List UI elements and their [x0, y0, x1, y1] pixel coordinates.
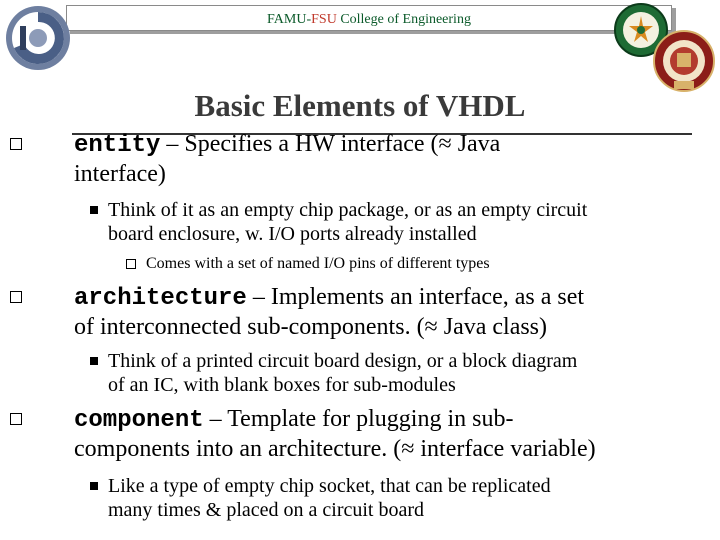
architecture-sub-line1: Think of a printed circuit board design, or a block diagram — [108, 350, 578, 372]
sub-bullet-square-icon — [90, 482, 98, 490]
keyword-component: component — [74, 407, 204, 434]
entity-text-line2: interface) — [74, 161, 166, 187]
entity-sub-line1: Think of it as an empty chip package, or as an empty circuit — [108, 199, 588, 221]
keyword-entity: entity — [74, 132, 161, 159]
architecture-sub-line2: of an IC, with blank boxes for sub-modules — [108, 374, 456, 396]
architecture-text-line1: – Implements an interface, as a set — [246, 284, 585, 310]
bullet-box-icon — [10, 291, 22, 303]
component-sub-line2: many times & placed on a circuit board — [108, 499, 425, 521]
famu-label: FAMU — [267, 12, 307, 27]
fsu-seal-icon — [650, 25, 715, 95]
circular-swirl-logo-icon — [2, 2, 74, 74]
entity-subsub-bullet: Comes with a set of named I/O pins of different types — [146, 255, 490, 272]
component-text-line1: – Template for plugging in sub- — [203, 406, 514, 432]
bullet-architecture — [74, 283, 584, 341]
bullet-box-icon — [10, 413, 22, 425]
bullet-component — [74, 405, 596, 463]
entity-sub-bullet — [108, 198, 587, 246]
component-text-line2: components into an architecture. (≈ interface variable) — [74, 436, 596, 462]
architecture-text-line2: of interconnected sub-components. (≈ Java class) — [74, 314, 548, 340]
keyword-architecture: architecture — [74, 285, 247, 312]
slide-title: Basic Elements of VHDL — [194, 88, 526, 123]
header-banner — [66, 5, 672, 31]
component-sub-line1: Like a type of empty chip socket, that can be replicated — [108, 475, 551, 497]
fsu-label: FSU — [311, 12, 337, 27]
subsub-bullet-box-icon — [126, 259, 136, 269]
entity-text-line1: – Specifies a HW interface (≈ Java — [160, 131, 501, 157]
bullet-entity — [74, 130, 500, 188]
sub-bullet-square-icon — [90, 357, 98, 365]
component-sub-bullet — [108, 474, 551, 522]
bullet-box-icon — [10, 138, 22, 150]
header-dash: - — [306, 12, 312, 27]
college-label: College of Engineering — [336, 12, 471, 27]
architecture-sub-bullet — [108, 349, 577, 397]
entity-sub-line2: board enclosure, w. I/O ports already installed — [108, 223, 477, 245]
sub-bullet-square-icon — [90, 206, 98, 214]
header-text — [67, 12, 671, 28]
